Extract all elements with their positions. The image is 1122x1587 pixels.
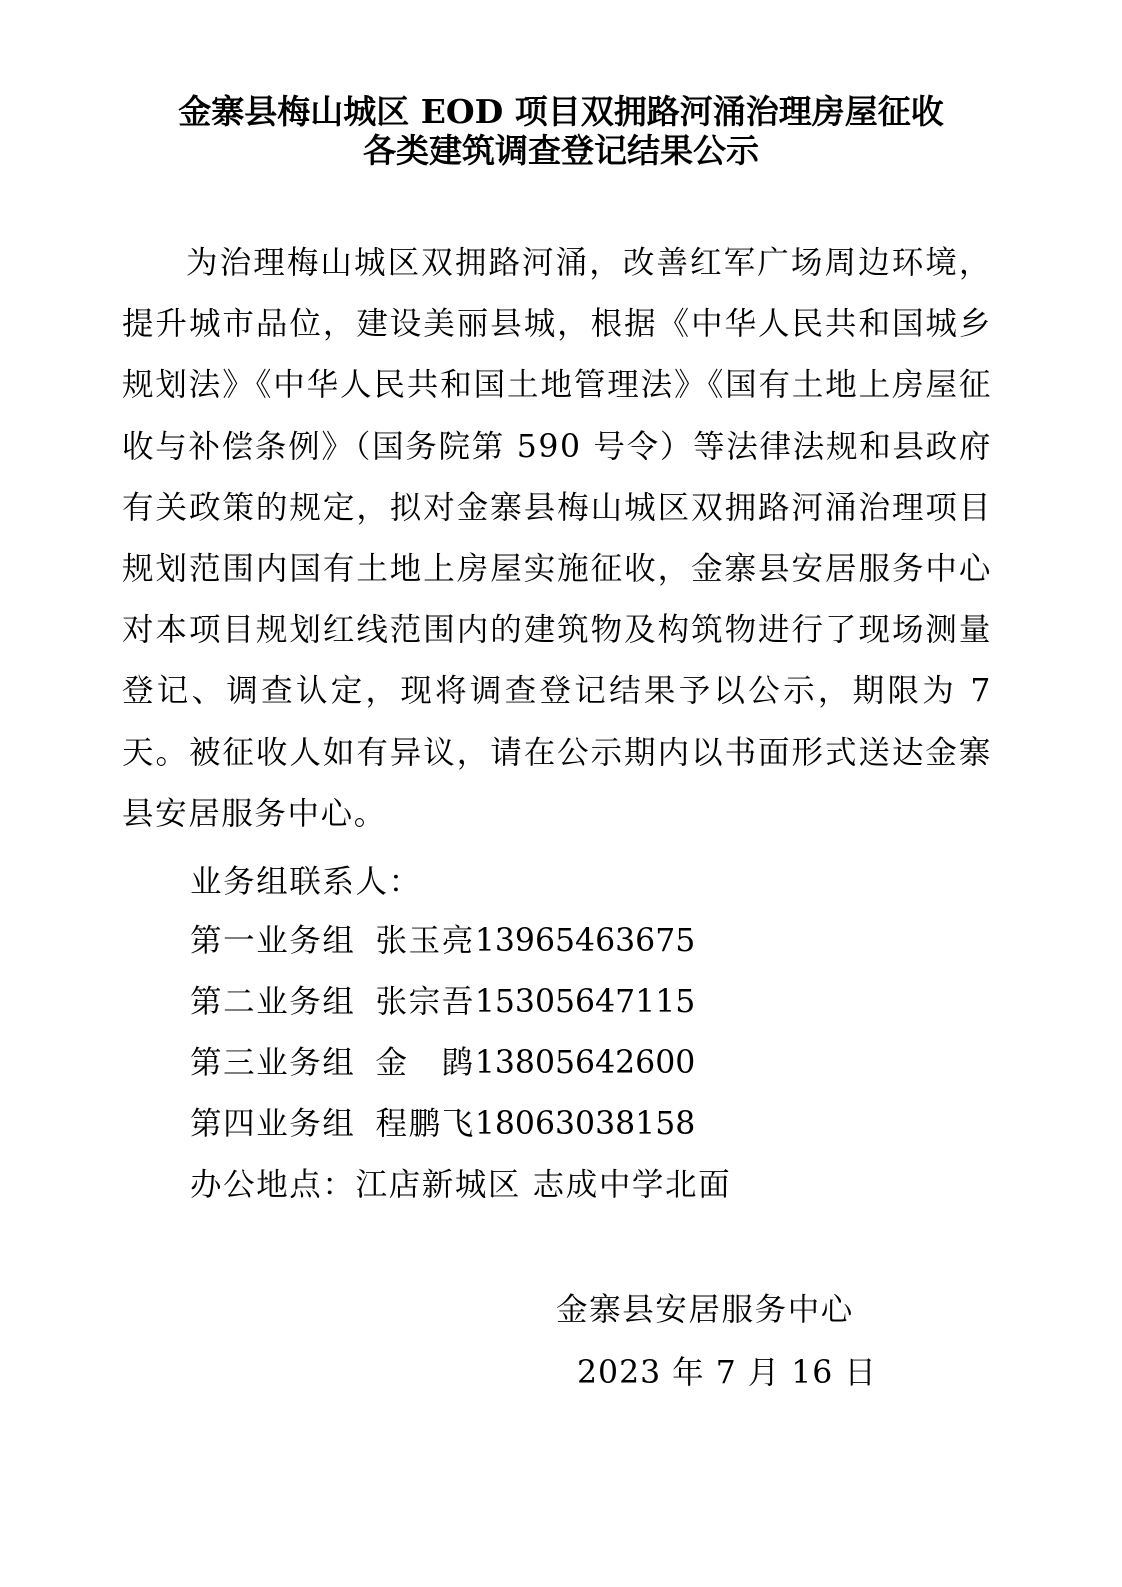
contact-phone: 18063038158: [474, 1106, 696, 1142]
office-location: [190, 1165, 731, 1205]
contact-row: [190, 921, 695, 961]
notice-body-paragraph: 为治理梅山城区双拥路河涌，改善红军广场周边环境，提升城市品位，建设美丽县城，根据《中华人民共和国城乡规划法》《中华人民共和国土地管理法》《国有土地上房屋征收与补偿条例》（国务院第 590 号令）等法律法规和县政府有关政策的规定，拟对金寨县梅山城区双拥路河涌治理项目规划范围内国有土地上房屋实施征收，金寨县安居服务中心对本项目规划红线范围内的建筑物及构筑物进行了现场测量登记、调查认定，现将调查登记结果予以公示，期限为 7 天。被征收人如有异议，请在公示期内以书面形式送达金寨县安居服务中心。: [122, 245, 992, 832]
contact-group: 第三业务组: [190, 1045, 356, 1081]
contact-name: 张玉亮: [375, 923, 475, 959]
contact-name: 金 鹍: [375, 1045, 475, 1081]
contacts-header: 业务组联系人：: [190, 864, 422, 900]
office-label: 办公地点：: [190, 1167, 356, 1203]
contact-phone: 15305647115: [474, 984, 696, 1020]
office-value: 江店新城区 志成中学北面: [355, 1167, 732, 1203]
signature-date: 2023 年 7 月 16 日: [577, 1355, 877, 1391]
contact-row: [190, 982, 695, 1022]
contact-group: 第二业务组: [190, 984, 356, 1020]
contact-row: [190, 1043, 695, 1083]
contact-row: [190, 1104, 695, 1144]
contact-phone: 13805642600: [474, 1045, 696, 1081]
contact-phone: 13965463675: [474, 923, 696, 959]
contact-name: 程鹏飞: [375, 1106, 475, 1142]
contact-group: 第一业务组: [190, 923, 356, 959]
notice-title-line-2: 各类建筑调查登记结果公示: [363, 131, 759, 170]
signature-organization: 金寨县安居服务中心: [556, 1292, 854, 1328]
contact-group: 第四业务组: [190, 1106, 356, 1142]
contact-name: 张宗吾: [375, 984, 475, 1020]
notice-title-line-1: 金寨县梅山城区 EOD 项目双拥路河涌治理房屋征收: [178, 92, 944, 131]
